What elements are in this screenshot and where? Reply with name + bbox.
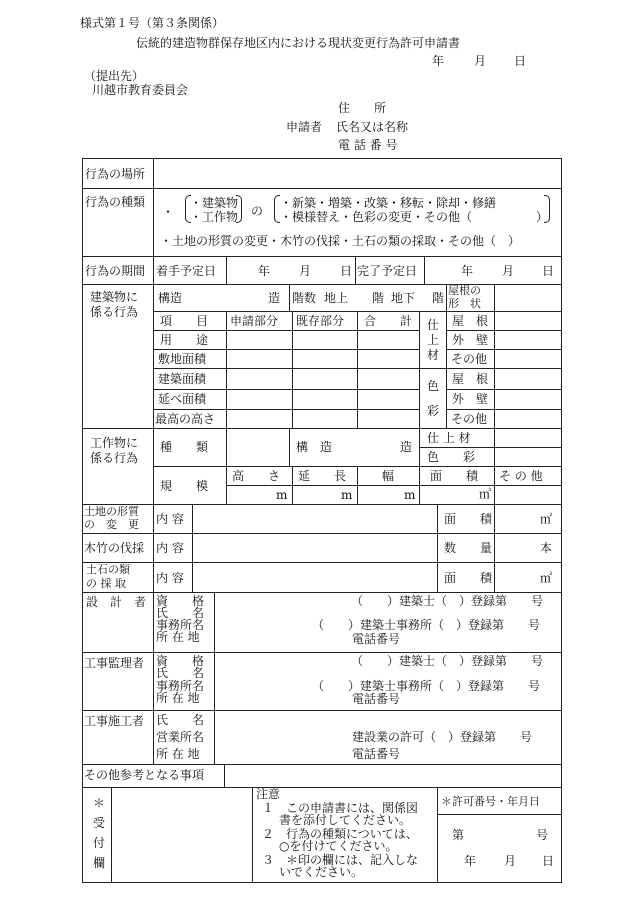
actions-line-2[interactable]: ・模様替え・色彩の変更・その他（ [280, 210, 473, 224]
sw-height-label: 高 さ [232, 469, 281, 483]
other-ref-field[interactable] [226, 766, 560, 786]
bldg-structure-label: 構造 [158, 291, 183, 305]
target-building[interactable]: ・建築物 [190, 196, 239, 210]
end-day: 日 [542, 264, 555, 278]
start-month: 月 [299, 264, 312, 278]
col-exist: 既存部分 [296, 314, 345, 328]
name-label: 氏名又は名称 [336, 120, 409, 134]
sw-structure-label: 構 造 [296, 440, 333, 454]
designer-name: 氏 名 [156, 606, 205, 620]
date-day-label: 日 [514, 54, 527, 68]
supervisor-phone: 電話番号 [352, 692, 401, 706]
tree-qty-unit: 本 [540, 541, 553, 555]
sw-width-label: 幅 [382, 469, 395, 483]
phone-label: 電 話 番 号 [338, 138, 398, 152]
designer-office-reg: （ ）建築士事務所（ ）登録第 号 [312, 618, 541, 632]
soil-area-label: 面 積 [444, 571, 493, 585]
permit-day: 日 [542, 854, 555, 868]
note-2b: ○を付けてください。 [279, 839, 398, 853]
land-change-label-2: の 変 更 [84, 518, 139, 531]
designer-phone: 電話番号 [352, 632, 401, 646]
actions-line-1[interactable]: ・新築・増築・改築・移転・除却・修繕 [280, 196, 497, 210]
recipient-label: （提出先） [84, 69, 145, 83]
structure-work-label-2: 係る行為 [90, 451, 139, 465]
row-building-area: 建築面積 [158, 372, 207, 386]
sw-kind-label: 種 類 [160, 440, 209, 454]
start-date-label: 着手予定日 [156, 264, 217, 278]
recipient: 川越市教育委員会 [92, 83, 189, 97]
soil-label-2: の 採 取 [86, 577, 126, 590]
supervisor-name: 氏 名 [156, 666, 205, 680]
address-label: 住 所 [338, 101, 387, 115]
finish-wall: 外 壁 [452, 333, 489, 347]
roof-shape-label-2: 形 状 [448, 297, 481, 310]
finish-label-1: 仕 [427, 318, 440, 332]
permit-month: 月 [504, 854, 517, 868]
reception-char-3: 欄 [93, 856, 106, 870]
sw-unit-length: m [341, 488, 353, 502]
supervisor-office-reg: （ ）建築士事務所（ ）登録第 号 [312, 679, 541, 693]
bldg-floor-label: 階 [372, 291, 385, 305]
applicant-label: 申請者 [286, 120, 323, 134]
designer-qual: 資 格 [156, 594, 205, 608]
date-month-label: 月 [474, 54, 487, 68]
note-2a: ２ 行為の種類については、 [262, 827, 418, 841]
contractor-address: 所 在 地 [156, 747, 200, 761]
finish-other: その他 [451, 352, 488, 366]
notes-title: 注意 [256, 787, 281, 801]
building-label-2: 係る行為 [90, 305, 139, 319]
roof-shape-label-1: 屋根の [448, 284, 481, 297]
tree-content-label: 内 容 [156, 541, 184, 555]
contractor-office: 営業所名 [156, 730, 205, 744]
close-paren: ） [536, 210, 549, 224]
bldg-floor2-label: 階 [432, 291, 445, 305]
reception-mark: ＊ [93, 796, 106, 810]
sw-length-label: 延 長 [298, 469, 347, 483]
reception-char-1: 受 [93, 816, 106, 830]
start-year: 年 [258, 264, 271, 278]
supervisor-architect: （ ）建築士（ ）登録第 号 [351, 654, 544, 668]
color-roof: 屋 根 [452, 372, 489, 386]
note-3a: ３ ＊印の欄には、記入しな [262, 853, 419, 867]
sw-unit-height: m [276, 488, 288, 502]
row-max-height: 最高の高さ [155, 412, 216, 426]
end-month: 月 [502, 264, 515, 278]
finish-label-2: 上 [427, 333, 440, 347]
permit-year: 年 [464, 854, 477, 868]
color-label-1: 色 [427, 379, 440, 393]
bldg-below-label: 地下 [391, 291, 416, 305]
tree-qty-label: 数 量 [444, 541, 493, 555]
form-title: 伝統的建造物群保存地区内における現状変更行為許可申請書 [136, 36, 461, 50]
sw-unit-area: ㎡ [479, 487, 492, 501]
supervisor-address: 所 在 地 [156, 691, 200, 705]
tree-cutting-label: 木竹の伐採 [84, 541, 145, 555]
building-label-1: 建築物に [90, 290, 139, 304]
sw-other-label: そ の 他 [499, 469, 543, 483]
land-content-label: 内 容 [156, 512, 184, 526]
designer-office: 事務所名 [156, 618, 205, 632]
finish-label-3: 材 [427, 348, 440, 362]
col-item: 項 目 [160, 314, 209, 328]
soil-area-unit: ㎡ [540, 571, 553, 585]
sw-scale-label: 規 模 [160, 479, 209, 493]
period-label: 行為の期間 [85, 264, 146, 278]
note-1a: １ この申請書には、関係図 [262, 801, 419, 815]
land-change-label-1: 土地の形質 [84, 505, 139, 518]
contractor-phone: 電話番号 [352, 747, 401, 761]
end-date-label: 完了予定日 [357, 264, 418, 278]
row-use: 用 途 [160, 333, 209, 347]
permit-label: ＊許可番号・年月日 [441, 795, 540, 808]
supervisor-office: 事務所名 [156, 679, 205, 693]
form-number: 様式第１号（第３条関係） [80, 16, 225, 30]
permit-no-prefix: 第 [452, 828, 465, 842]
bldg-structure-suffix: 造 [268, 291, 281, 305]
target-structure[interactable]: ・工作物 [190, 210, 239, 224]
location-field[interactable] [156, 160, 560, 186]
particle-no: の [251, 204, 264, 218]
contractor-license: 建設業の許可（ ）登録第 号 [352, 730, 533, 744]
supervisor-label: 工事監理者 [84, 656, 145, 670]
supervisor-qual: 資 格 [156, 654, 205, 668]
land-actions-line[interactable]: ・土地の形質の変更・木竹の伐採・土石の類の採取・その他（ ） [160, 234, 521, 248]
end-year: 年 [461, 264, 474, 278]
color-other: その他 [451, 412, 488, 426]
start-day: 日 [340, 264, 353, 278]
location-label: 行為の場所 [85, 167, 146, 181]
land-area-label: 面 積 [444, 512, 493, 526]
sw-finish-label: 仕 上 材 [427, 431, 471, 445]
row-floor-area: 延べ面積 [158, 392, 207, 406]
structure-work-label-1: 工作物に [90, 436, 139, 450]
permit-no-suffix: 号 [536, 828, 549, 842]
sw-structure-suffix: 造 [400, 440, 413, 454]
note-3b: いでください。 [279, 865, 364, 879]
color-wall: 外 壁 [452, 392, 489, 406]
col-total: 合 計 [364, 314, 413, 328]
designer-address: 所 在 地 [156, 630, 200, 644]
other-ref-label: その他参考となる事項 [84, 768, 205, 782]
bldg-above-label: 地上 [324, 291, 349, 305]
land-area-unit: ㎡ [540, 512, 553, 526]
action-type-label: 行為の種類 [85, 195, 146, 209]
date-year-label: 年 [432, 54, 445, 68]
contractor-label: 工事施工者 [84, 714, 145, 728]
soil-content-label: 内 容 [156, 571, 184, 585]
sw-area-label: 面 積 [430, 469, 479, 483]
designer-label: 設 計 者 [86, 595, 147, 609]
color-label-2: 彩 [427, 404, 440, 418]
sw-unit-width: m [404, 488, 416, 502]
finish-roof: 屋 根 [452, 314, 489, 328]
soil-label-1: 土石の類 [86, 563, 130, 576]
col-apply: 申請部分 [230, 314, 279, 328]
bullet: ・ [162, 205, 175, 219]
reception-char-2: 付 [93, 836, 106, 850]
designer-architect: （ ）建築士（ ）登録第 号 [351, 594, 544, 608]
sw-color-label: 色 彩 [427, 450, 476, 464]
contractor-name: 氏 名 [156, 713, 205, 727]
row-site-area: 敷地面積 [158, 352, 207, 366]
note-1b: 書を添付してください。 [279, 813, 412, 827]
bldg-floors-label: 階数 [292, 291, 317, 305]
